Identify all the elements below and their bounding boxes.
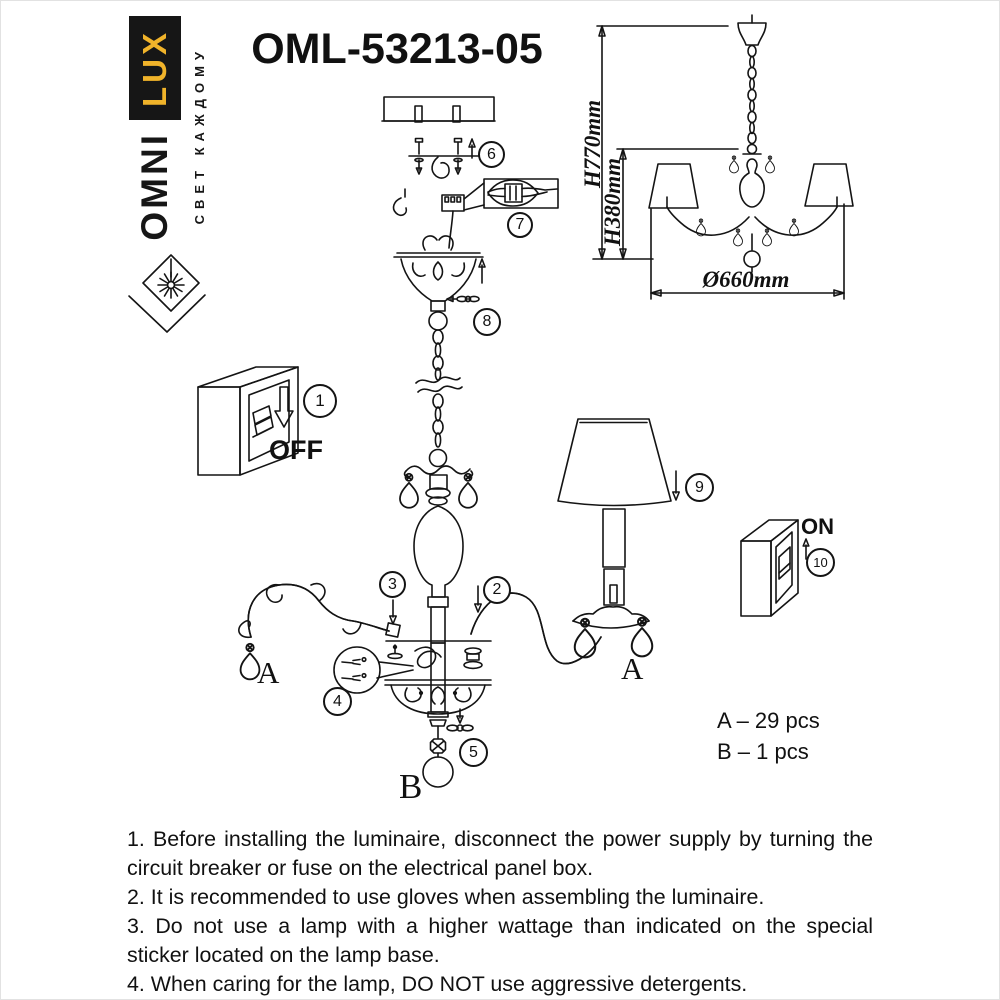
center-column <box>431 607 445 643</box>
lampshade <box>558 419 671 506</box>
logo-tagline-text: СВЕТ КАЖДОМУ <box>191 45 207 225</box>
baluster-body <box>414 475 463 643</box>
dimension-diagram <box>593 15 853 299</box>
dim-lines <box>593 26 844 299</box>
step-circle-7: 7 <box>507 212 533 238</box>
dim-total-height-label: H770mm <box>580 100 605 189</box>
step-circle-5: 5 <box>459 738 488 767</box>
on-switch-box <box>741 520 798 616</box>
part-a-label-right: A <box>621 651 644 686</box>
wire-detail-balloon <box>464 179 558 210</box>
step-circle-6: 6 <box>478 141 505 168</box>
instructions-block <box>127 825 873 999</box>
logo-lux-text: LUX <box>136 29 173 107</box>
step-circle-9: 9 <box>685 473 714 502</box>
part-b-quantity: B – 1 pcs <box>717 739 809 764</box>
candle-socket <box>603 509 625 605</box>
bobeche-crystals <box>573 607 652 658</box>
instruction-2: 2. It is recommended to use gloves when assembling the luminaire. <box>127 885 765 909</box>
wingnut-step8 <box>447 296 479 301</box>
instruction-3: 3. Do not use a lamp with a higher wattage than indicated on the special sticker located on the lamp base. <box>127 914 873 967</box>
dim-body-height-wrap <box>599 158 627 247</box>
power-wire-curl <box>415 647 441 667</box>
step-circle-4: 4 <box>323 687 352 716</box>
top-collar-crystals <box>400 450 477 508</box>
instruction-4: 4. When caring for the lamp, DO NOT use aggressive detergents. <box>127 972 748 996</box>
on-label: ON <box>801 514 834 539</box>
part-b-label: B <box>399 767 423 806</box>
ceiling-hatch <box>382 97 495 122</box>
instruction-1: 1. Before installing the luminaire, disconnect the power supply by turning the circuit breaker or fuse on the electrical panel box. <box>127 827 873 880</box>
off-label: OFF <box>269 435 323 465</box>
canopy <box>394 236 485 330</box>
arrow-down-step9 <box>673 471 679 500</box>
arrow-down-step2 <box>475 586 481 612</box>
part-a-label-left: A <box>257 655 280 690</box>
step-circle-10: 10 <box>806 548 835 577</box>
step-circle-1: 1 <box>303 384 337 418</box>
arrow-down-step3 <box>390 600 396 624</box>
mini-chandelier <box>649 15 853 272</box>
part-a-quantity: A – 29 pcs <box>717 708 820 733</box>
dim-body-height-label: H380mm <box>600 158 625 247</box>
dim-diameter-label: Ø660mm <box>702 267 790 292</box>
terminal-block <box>394 189 464 248</box>
arrow-down-step1 <box>275 387 293 427</box>
suspension-chain <box>416 330 462 447</box>
step-circle-8: 8 <box>473 308 501 336</box>
model-number-title: OML-53213-05 <box>251 25 543 73</box>
mounting-bracket-hook <box>409 139 483 179</box>
right-arm <box>471 593 601 663</box>
parts-quantity-list <box>717 705 820 767</box>
step-circle-3: 3 <box>379 571 406 598</box>
step-circle-2: 2 <box>483 576 511 604</box>
logo-omni-text: OMNI <box>134 131 175 241</box>
